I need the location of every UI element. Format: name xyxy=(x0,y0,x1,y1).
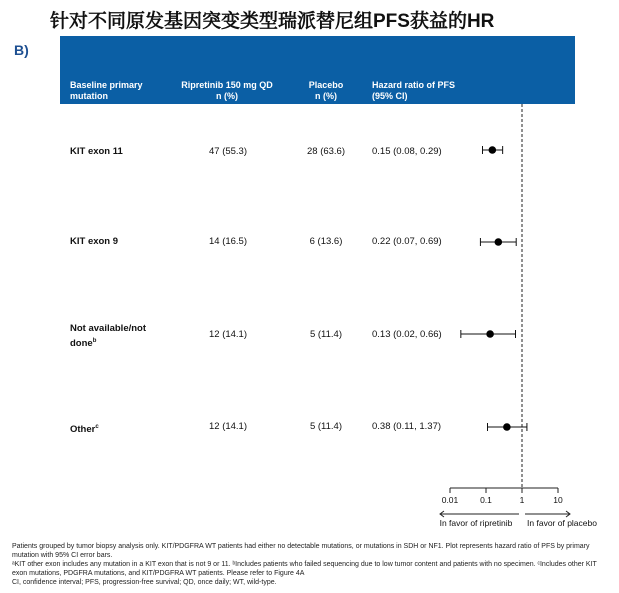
favor-ripretinib-label: In favor of ripretinib xyxy=(439,518,513,528)
x-tick-label: 0.01 xyxy=(441,495,459,505)
row-hr: 0.13 (0.02, 0.66) xyxy=(372,329,442,340)
header-hr-line1: Hazard ratio of PFS xyxy=(372,80,456,90)
footnote-marker: b xyxy=(92,338,97,344)
row-ripretinib: 14 (16.5) xyxy=(208,236,248,247)
hr-point xyxy=(495,238,503,246)
x-tick-label: 1 xyxy=(519,495,525,505)
header-placebo-line2: n (%) xyxy=(315,91,337,101)
favor-placebo-label: In favor of placebo xyxy=(527,518,597,528)
row-placebo: 5 (11.4) xyxy=(309,329,343,340)
row-mutation: KIT exon 11 xyxy=(70,146,123,157)
footnote-3: CI, confidence interval; PFS, progression-free survival; QD, once daily; WT, wild-type. xyxy=(12,579,277,586)
row-placebo: 6 (13.6) xyxy=(309,236,343,247)
row-ripretinib: 47 (55.3) xyxy=(208,146,248,157)
row-mutation-line2: done xyxy=(70,338,93,350)
footnote-2: ᵃKIT other exon includes any mutation in a KIT exon that is not 9 or 11. ᵇIncludes patients who failed sequencing due to low tumor content and patients with no specimen. ᶜIncludes other KIT exon mutations, PDGFRA mutations, and KIT/PDGFRA WT patients. Please refer to Figure 4A xyxy=(12,561,597,577)
header-placebo-line1: Placebo xyxy=(308,80,344,90)
row-ripretinib: 12 (14.1) xyxy=(208,329,248,340)
row-mutation-line1: Not available/not xyxy=(70,323,147,334)
hr-point xyxy=(503,423,511,431)
row-placebo: 28 (63.6) xyxy=(306,146,346,157)
footnote-1: Patients grouped by tumor biopsy analysis only. KIT/PDGFRA WT patients had either no detectable mutations, or mutations in SDH or NF1. Plot represents hazard ratio of PFS by primary mutation with 95% CI error bars. xyxy=(12,543,590,559)
header-mutation-line1: Baseline primary xyxy=(70,80,143,90)
x-tick-label: 0.1 xyxy=(480,495,492,505)
row-hr: 0.38 (0.11, 1.37) xyxy=(372,421,442,432)
row-mutation-text: Other xyxy=(70,424,96,436)
row-hr: 0.22 (0.07, 0.69) xyxy=(372,236,442,247)
hr-point xyxy=(486,330,494,338)
header-ripretinib-line2: n (%) xyxy=(216,91,238,101)
header-hr-line2: (95% CI) xyxy=(372,91,408,101)
row-placebo: 5 (11.4) xyxy=(309,421,343,432)
page-title: 针对不同原发基因突变类型瑞派替尼组PFS获益的HR xyxy=(50,11,495,32)
row-ripretinib: 12 (14.1) xyxy=(208,421,248,432)
hr-point xyxy=(489,146,497,154)
row-hr: 0.15 (0.08, 0.29) xyxy=(372,146,442,157)
footnote-marker: c xyxy=(95,424,99,430)
x-tick-label: 10 xyxy=(553,495,563,505)
header-mutation-line2: mutation xyxy=(70,91,108,101)
header-ripretinib-line1: Ripretinib 150 mg QD xyxy=(181,80,273,90)
row-mutation: KIT exon 9 xyxy=(70,236,119,247)
panel-label: B) xyxy=(14,42,29,58)
